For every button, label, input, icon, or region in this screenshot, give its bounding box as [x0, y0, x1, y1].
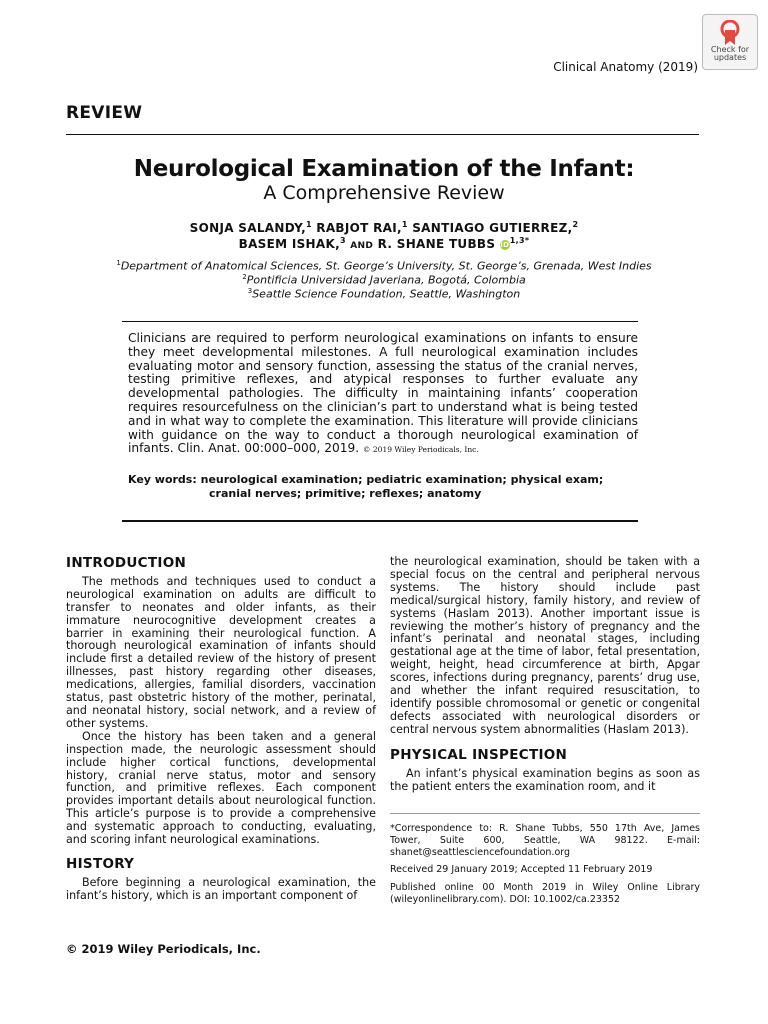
authors-line-2 — [0, 236, 768, 251]
affiliation-2 — [0, 273, 768, 287]
author-name: SONJA SALANDY, — [189, 221, 306, 235]
author-affiliation-mark: 2 — [572, 220, 579, 229]
abstract-bottom-rule — [122, 520, 638, 522]
article-subtitle: A Comprehensive Review — [263, 182, 505, 204]
introduction-paragraph-1: The methods and techniques used to conduct a neurological examination on adults are difficult to transfer to neonates and older infants, as their immature neurocognitive development creates a barrier in examining their neurological function. A thorough neurological examination of infants should include first a detailed review of the history of present illnesses, past history regarding other diseases, medications, allergies, familial disorders, vaccination status, past obstetric history of the mother, perinatal, and neonatal history, social network, and a review of other systems. — [66, 574, 376, 730]
keywords — [128, 473, 638, 500]
orcid-icon[interactable]: iD — [500, 241, 510, 249]
abstract-top-rule — [122, 321, 638, 322]
author-name: SANTIAGO GUTIERREZ, — [407, 221, 573, 235]
affiliation-1 — [0, 259, 768, 273]
journal-name: Clinical Anatomy (2019) — [553, 60, 698, 74]
author-affiliation-mark: 1 — [401, 220, 408, 229]
authors-line-1 — [0, 220, 768, 235]
keywords-line-2: cranial nerves; primitive; reflexes; anatomy — [209, 486, 482, 500]
history-heading: HISTORY — [66, 855, 135, 872]
introduction-paragraph-2: Once the history has been taken and a general inspection made, the neurologic assessment should include higher cortical functions, developmental history, cranial nerve status, motor and sensory function, and primitive reflexes. Each component provides important details about neurological function. This article’s purpose is to provide a comprehensive and systematic approach to conducting, evaluating, and scoring infant neurological examinations. — [66, 729, 376, 847]
abstract-text: Clinicians are required to perform neurological examinations on infants to ensure they meet developmental milestones. A full neurological examination includes evaluating motor and sensory function, assessing the status of the cranial nerves, testing primitive reflexes, and atypical responses to further evaluate any developmental pathologies. The difficulty in maintaining infants’ cooperation requires resourcefulness on the clinician’s part to understand what is being tested and in what way to complete the examination. This literature will provide clinicians with guidance on the way to conduct a thorough neurological examination of infants. Clin. Anat. 00:000–000, 2019. — [128, 331, 638, 456]
keywords-label: Key words: — [128, 473, 197, 486]
correspondence-note: *Correspondence to: R. Shane Tubbs, 550 17th Ave, James Tower, Suite 600, Seattle, WA 98122. E-mail: shanet@seattlesciencefoundation.org — [390, 823, 700, 858]
history-paragraph-1: Before beginning a neurological examination, the infant’s history, which is an important component of — [66, 875, 376, 902]
author-name: BASEM ISHAK, — [238, 237, 340, 251]
article-title: Neurological Examination of the Infant: — [133, 156, 635, 182]
author-affiliation-mark: 1 — [305, 220, 312, 229]
footnote-rule — [390, 813, 700, 814]
abstract-copyright: © 2019 Wiley Periodicals, Inc. — [363, 445, 479, 455]
affiliation-mark: 2 — [242, 273, 247, 281]
and-connector: AND — [350, 241, 374, 251]
physical-inspection-paragraph-1: An infant’s physical examination begins as soon as the patient enters the examination room, and it — [390, 766, 700, 793]
badge-line-2: updates — [713, 53, 747, 62]
header-rule — [66, 134, 699, 135]
badge-line-1: Check for — [710, 45, 750, 54]
abstract — [128, 332, 638, 457]
history-paragraph-continued: the neurological examination, should be taken with a special focus on the central and peripheral nervous systems. The history should include past medical/surgical history, family history, and review of systems (Haslam 2013). Another important issue is reviewing the mother’s history of pregnancy and the infant’s perinatal and neonatal stages, including gestational age at the time of labor, fetal presentation, weight, height, head circumference at birth, Apgar scores, infections during pregnancy, parents’ drug use, and whether the infant required resuscitation, to identify possible chromosomal or genetic or congenital defects associated with neurological disorders or central nervous system abnormalities (Haslam 2013). — [390, 555, 700, 736]
author-name: R. SHANE TUBBS — [377, 237, 496, 251]
author-name: RABJOT RAI, — [311, 221, 402, 235]
bookmark-icon — [719, 20, 741, 46]
affiliation-text: Pontificia Universidad Javeriana, Bogotá, Colombia — [246, 273, 526, 287]
left-column — [66, 557, 376, 903]
received-dates: Received 29 January 2019; Accepted 11 February 2019 — [390, 864, 653, 875]
keywords-line-1: neurological examination; pediatric examination; physical exam; — [200, 473, 604, 486]
affiliation-mark: 3 — [247, 287, 253, 295]
publication-info: Published online 00 Month 2019 in Wiley Online Library (wileyonlinelibrary.com). DOI: 10.1002/ca.23352 — [390, 882, 700, 905]
article-type: REVIEW — [66, 103, 143, 123]
affiliation-3 — [0, 287, 768, 301]
check-for-updates-badge[interactable] — [702, 14, 758, 70]
introduction-heading: INTRODUCTION — [66, 555, 187, 571]
author-affiliation-mark: 1,3* — [509, 236, 530, 245]
right-column — [390, 556, 700, 793]
affiliation-text: Seattle Science Foundation, Seattle, Washington — [252, 287, 521, 301]
author-affiliation-mark: 3 — [339, 236, 346, 245]
physical-inspection-heading: PHYSICAL INSPECTION — [390, 746, 568, 763]
affiliation-text: Department of Anatomical Sciences, St. George’s University, St. George’s, Grenada, West Indies — [120, 259, 652, 273]
footer-copyright: © 2019 Wiley Periodicals, Inc. — [66, 942, 261, 956]
affiliation-mark: 1 — [116, 259, 121, 267]
